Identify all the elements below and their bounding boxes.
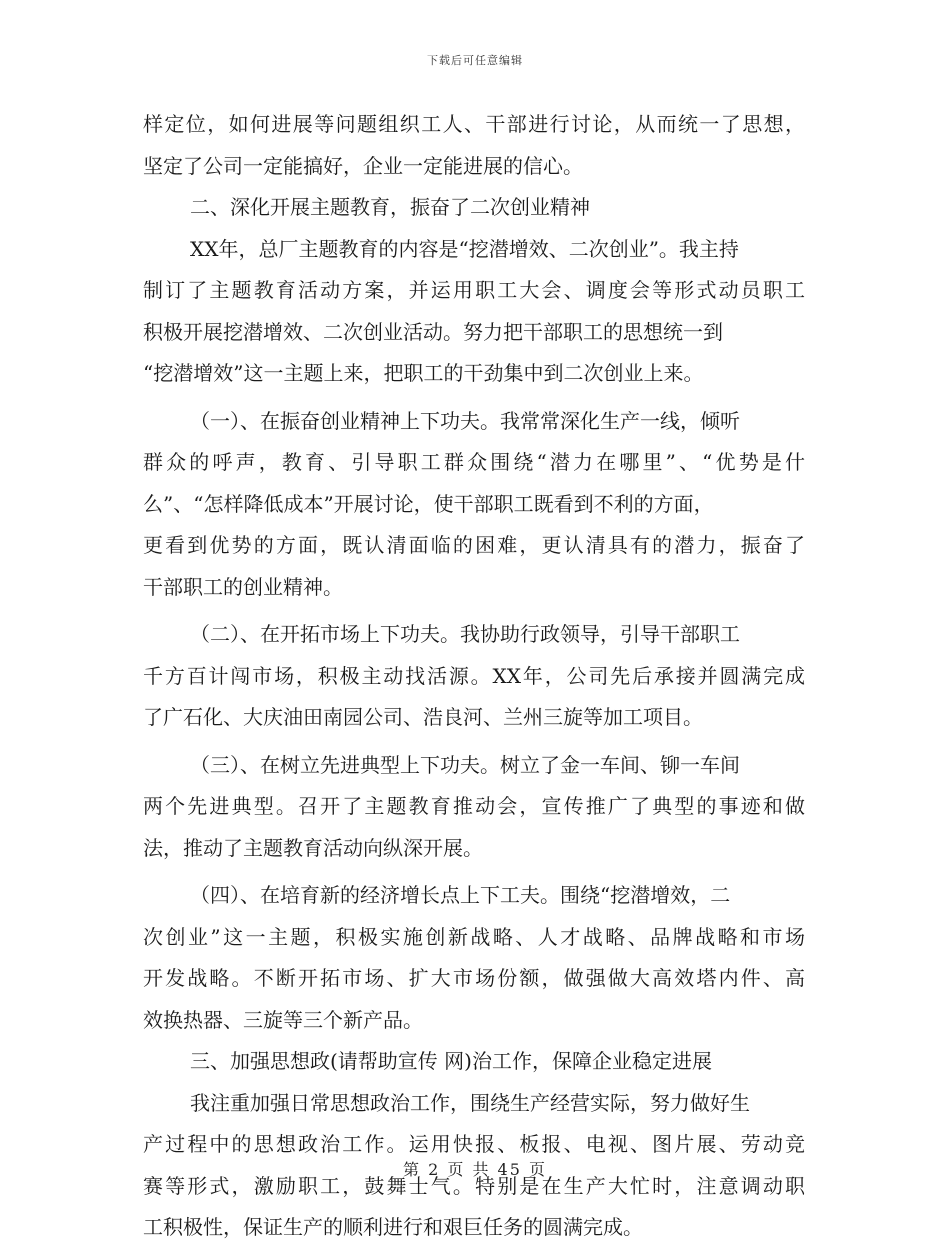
text-line: 次创业”这一主题，积极实施创新战略、人才战略、品牌战略和市场 bbox=[143, 924, 805, 949]
text-line: 干部职工的创业精神。 bbox=[143, 574, 343, 599]
text-line: 两个先进典型。召开了主题教育推动会，宣传推广了典型的事迹和做 bbox=[143, 794, 805, 818]
text-line: 样定位，如何进展等问题组织工人、干部进行讨论，从而统一了思想， bbox=[143, 112, 805, 136]
page-number-footer: 第 2 页 共 45 页 bbox=[403, 1160, 547, 1179]
text-line: XX年，总厂主题教育的内容是“挖潜增效、二次创业”。我主持 bbox=[190, 236, 739, 261]
text-line: 了广石化、大庆油田南园公司、浩良河、兰州三旋等加工项目。 bbox=[143, 705, 703, 729]
section-heading: 三、加强思想政(请帮助宣传 网)治工作，保障企业稳定进展 bbox=[190, 1049, 712, 1073]
section-heading: 二、深化开展主题教育，振奋了二次创业精神 bbox=[190, 195, 590, 219]
text-line: 坚定了公司一定能搞好，企业一定能进展的信心。 bbox=[143, 153, 583, 178]
text-line: （四）、在培育新的经济增长点上下工夫。围绕“挖潜增效，二 bbox=[190, 883, 731, 907]
text-line: （三）、在树立先进典型上下功夫。树立了金一车间、铆一车间 bbox=[190, 752, 740, 777]
text-line: （一）、在振奋创业精神上下功夫。我常常深化生产一线，倾听 bbox=[190, 408, 740, 433]
text-line: 制订了主题教育活动方案，并运用职工大会、调度会等形式动员职工 bbox=[143, 278, 805, 302]
text-line: 群众的呼声，教育、引导职工群众围绕“潜力在哪里”、“优势是什 bbox=[143, 450, 805, 474]
text-line: 工积极性，保证生产的顺利进行和艰巨任务的圆满完成。 bbox=[143, 1215, 643, 1239]
text-line: 我注重加强日常思想政治工作，围绕生产经营实际，努力做好生 bbox=[190, 1090, 750, 1115]
text-line: 开发战略。不断开拓市场、扩大市场份额，做强做大高效塔内件、高 bbox=[143, 966, 805, 990]
text-line: “挖潜增效”这一主题上来，把职工的干劲集中到二次创业上来。 bbox=[143, 361, 704, 385]
text-line: （二）、在开拓市场上下功夫。我协助行政领导，引导干部职工 bbox=[190, 622, 740, 646]
page-header: 下载后可任意编辑 bbox=[427, 54, 523, 67]
text-line: 千方百计闯市场，积极主动找活源。XX年，公司先后承接并圆满完成 bbox=[143, 663, 805, 688]
text-line: 法，推动了主题教育活动向纵深开展。 bbox=[143, 835, 483, 860]
text-line: 么”、“怎样降低成本”开展讨论，使干部职工既看到不利的方面， bbox=[143, 491, 714, 516]
text-line: 效换热器、三旋等三个新产品。 bbox=[143, 1007, 423, 1032]
document-body bbox=[143, 104, 805, 1249]
text-line: 赛等形式，激励职工，鼓舞士气。特别是在生产大忙时，注意调动职 bbox=[143, 1173, 805, 1198]
text-line: 产过程中的思想政治工作。运用快报、板报、电视、图片展、劳动竞 bbox=[143, 1132, 805, 1156]
text-line: 更看到优势的方面，既认清面临的困难，更认清具有的潜力，振奋了 bbox=[143, 533, 805, 557]
text-line: 积极开展挖潜增效、二次创业活动。努力把干部职工的思想统一到 bbox=[143, 319, 723, 344]
